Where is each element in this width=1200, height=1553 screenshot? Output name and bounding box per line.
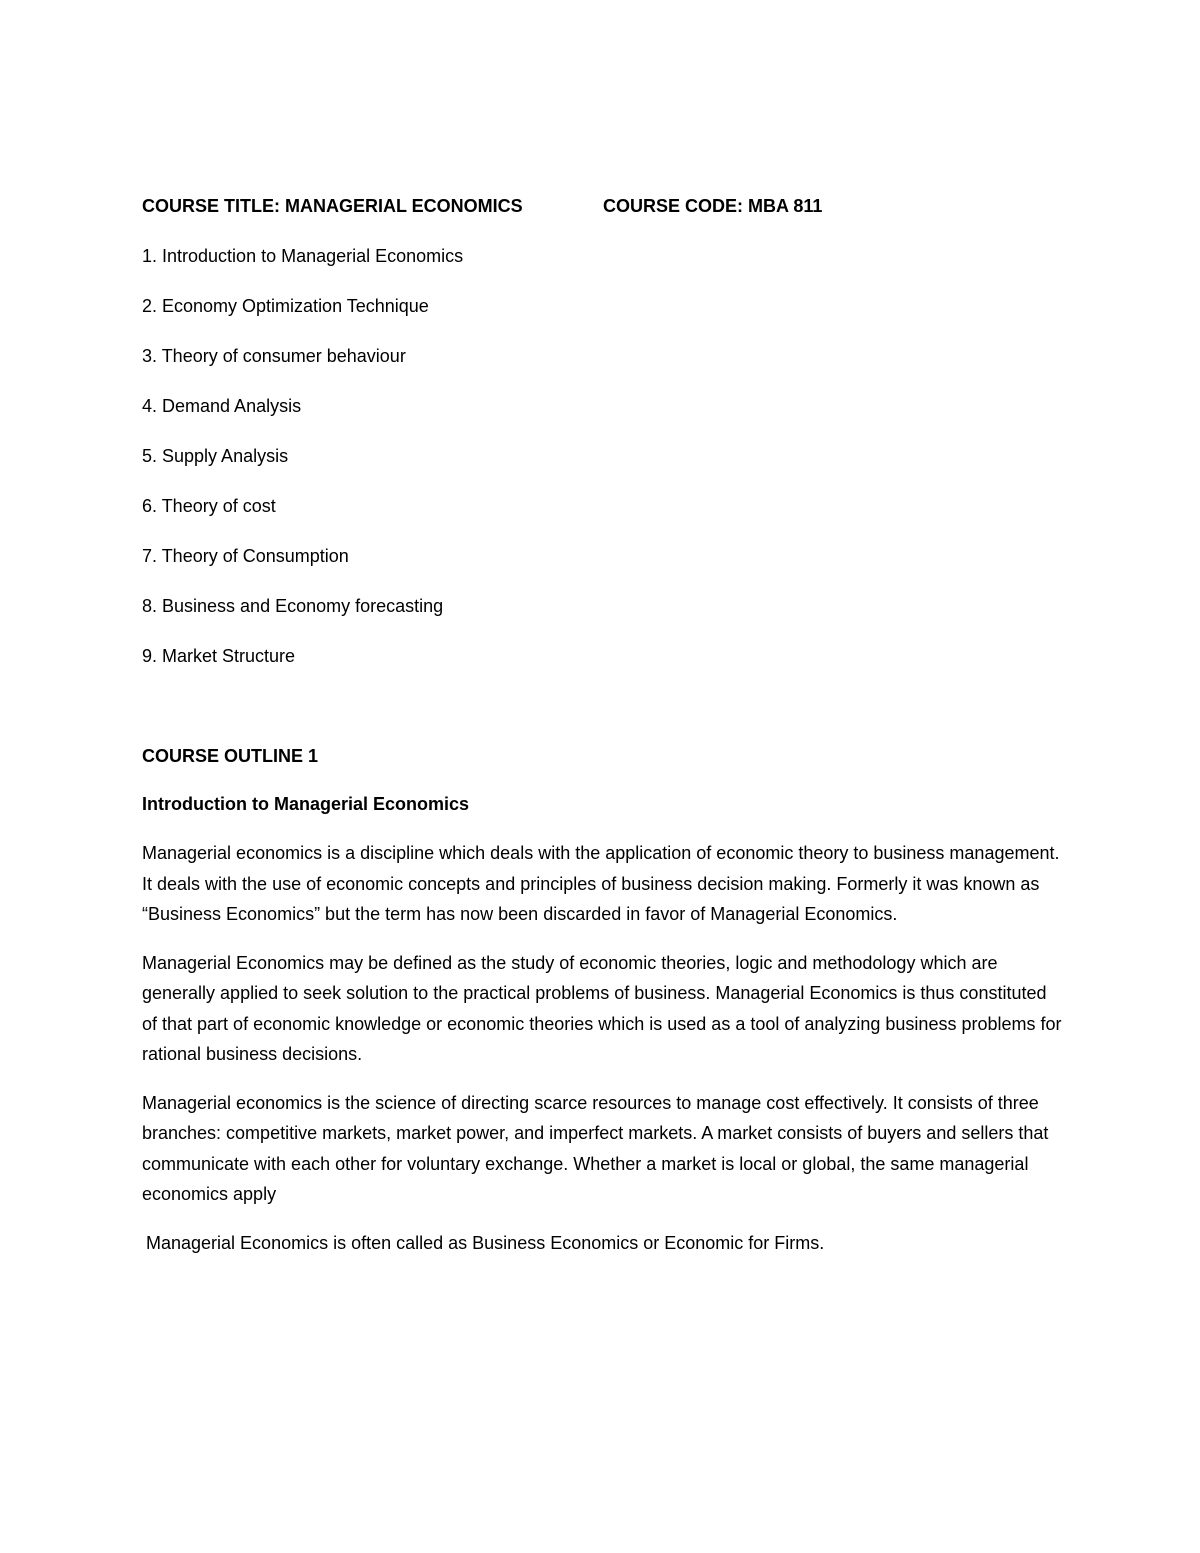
topic-item: 3. Theory of consumer behaviour xyxy=(142,346,406,366)
topic-list xyxy=(142,243,1062,669)
topic-item: 7. Theory of Consumption xyxy=(142,546,349,566)
body-paragraph: Managerial economics is a discipline which deals with the application of economic theory to business management. It deals with the use of economic concepts and principles of business decision making. Formerly it was known as “Business Economics” but the term has now been discarded in favor of Managerial Economics. xyxy=(142,843,1060,924)
body-paragraph: Managerial economics is the science of directing scarce resources to manage cost effectively. It consists of three branches: competitive markets, market power, and imperfect markets. A market consists of buyers and sellers that communicate with each other for voluntary exchange. Whether a market is local or global, the same managerial economics apply xyxy=(142,1092,1049,1204)
course-title: COURSE TITLE: MANAGERIAL ECONOMICS xyxy=(142,196,523,216)
body-paragraph: Managerial Economics may be defined as the study of economic theories, logic and methodology which are generally applied to seek solution to the practical problems of business. Managerial Economics is thus constituted of that part of economic knowledge or economic theories which is used as a tool of analyzing business problems for rational business decisions. xyxy=(142,952,1062,1064)
document-content xyxy=(142,193,1062,1258)
course-header xyxy=(142,193,1062,219)
topic-item: 6. Theory of cost xyxy=(142,496,276,516)
outline-subheading: Introduction to Managerial Economics xyxy=(142,794,470,814)
topic-item: 8. Business and Economy forecasting xyxy=(142,596,444,616)
topic-item: 9. Market Structure xyxy=(142,646,296,666)
topic-item: 5. Supply Analysis xyxy=(142,446,289,466)
topic-item: 4. Demand Analysis xyxy=(142,396,302,416)
course-code: COURSE CODE: MBA 811 xyxy=(603,196,823,216)
body-paragraph: Managerial Economics is often called as Business Economics or Economic for Firms. xyxy=(146,1232,825,1253)
topic-item: 2. Economy Optimization Technique xyxy=(142,296,429,316)
topic-item: 1. Introduction to Managerial Economics xyxy=(142,246,464,266)
outline-heading: COURSE OUTLINE 1 xyxy=(142,746,319,766)
